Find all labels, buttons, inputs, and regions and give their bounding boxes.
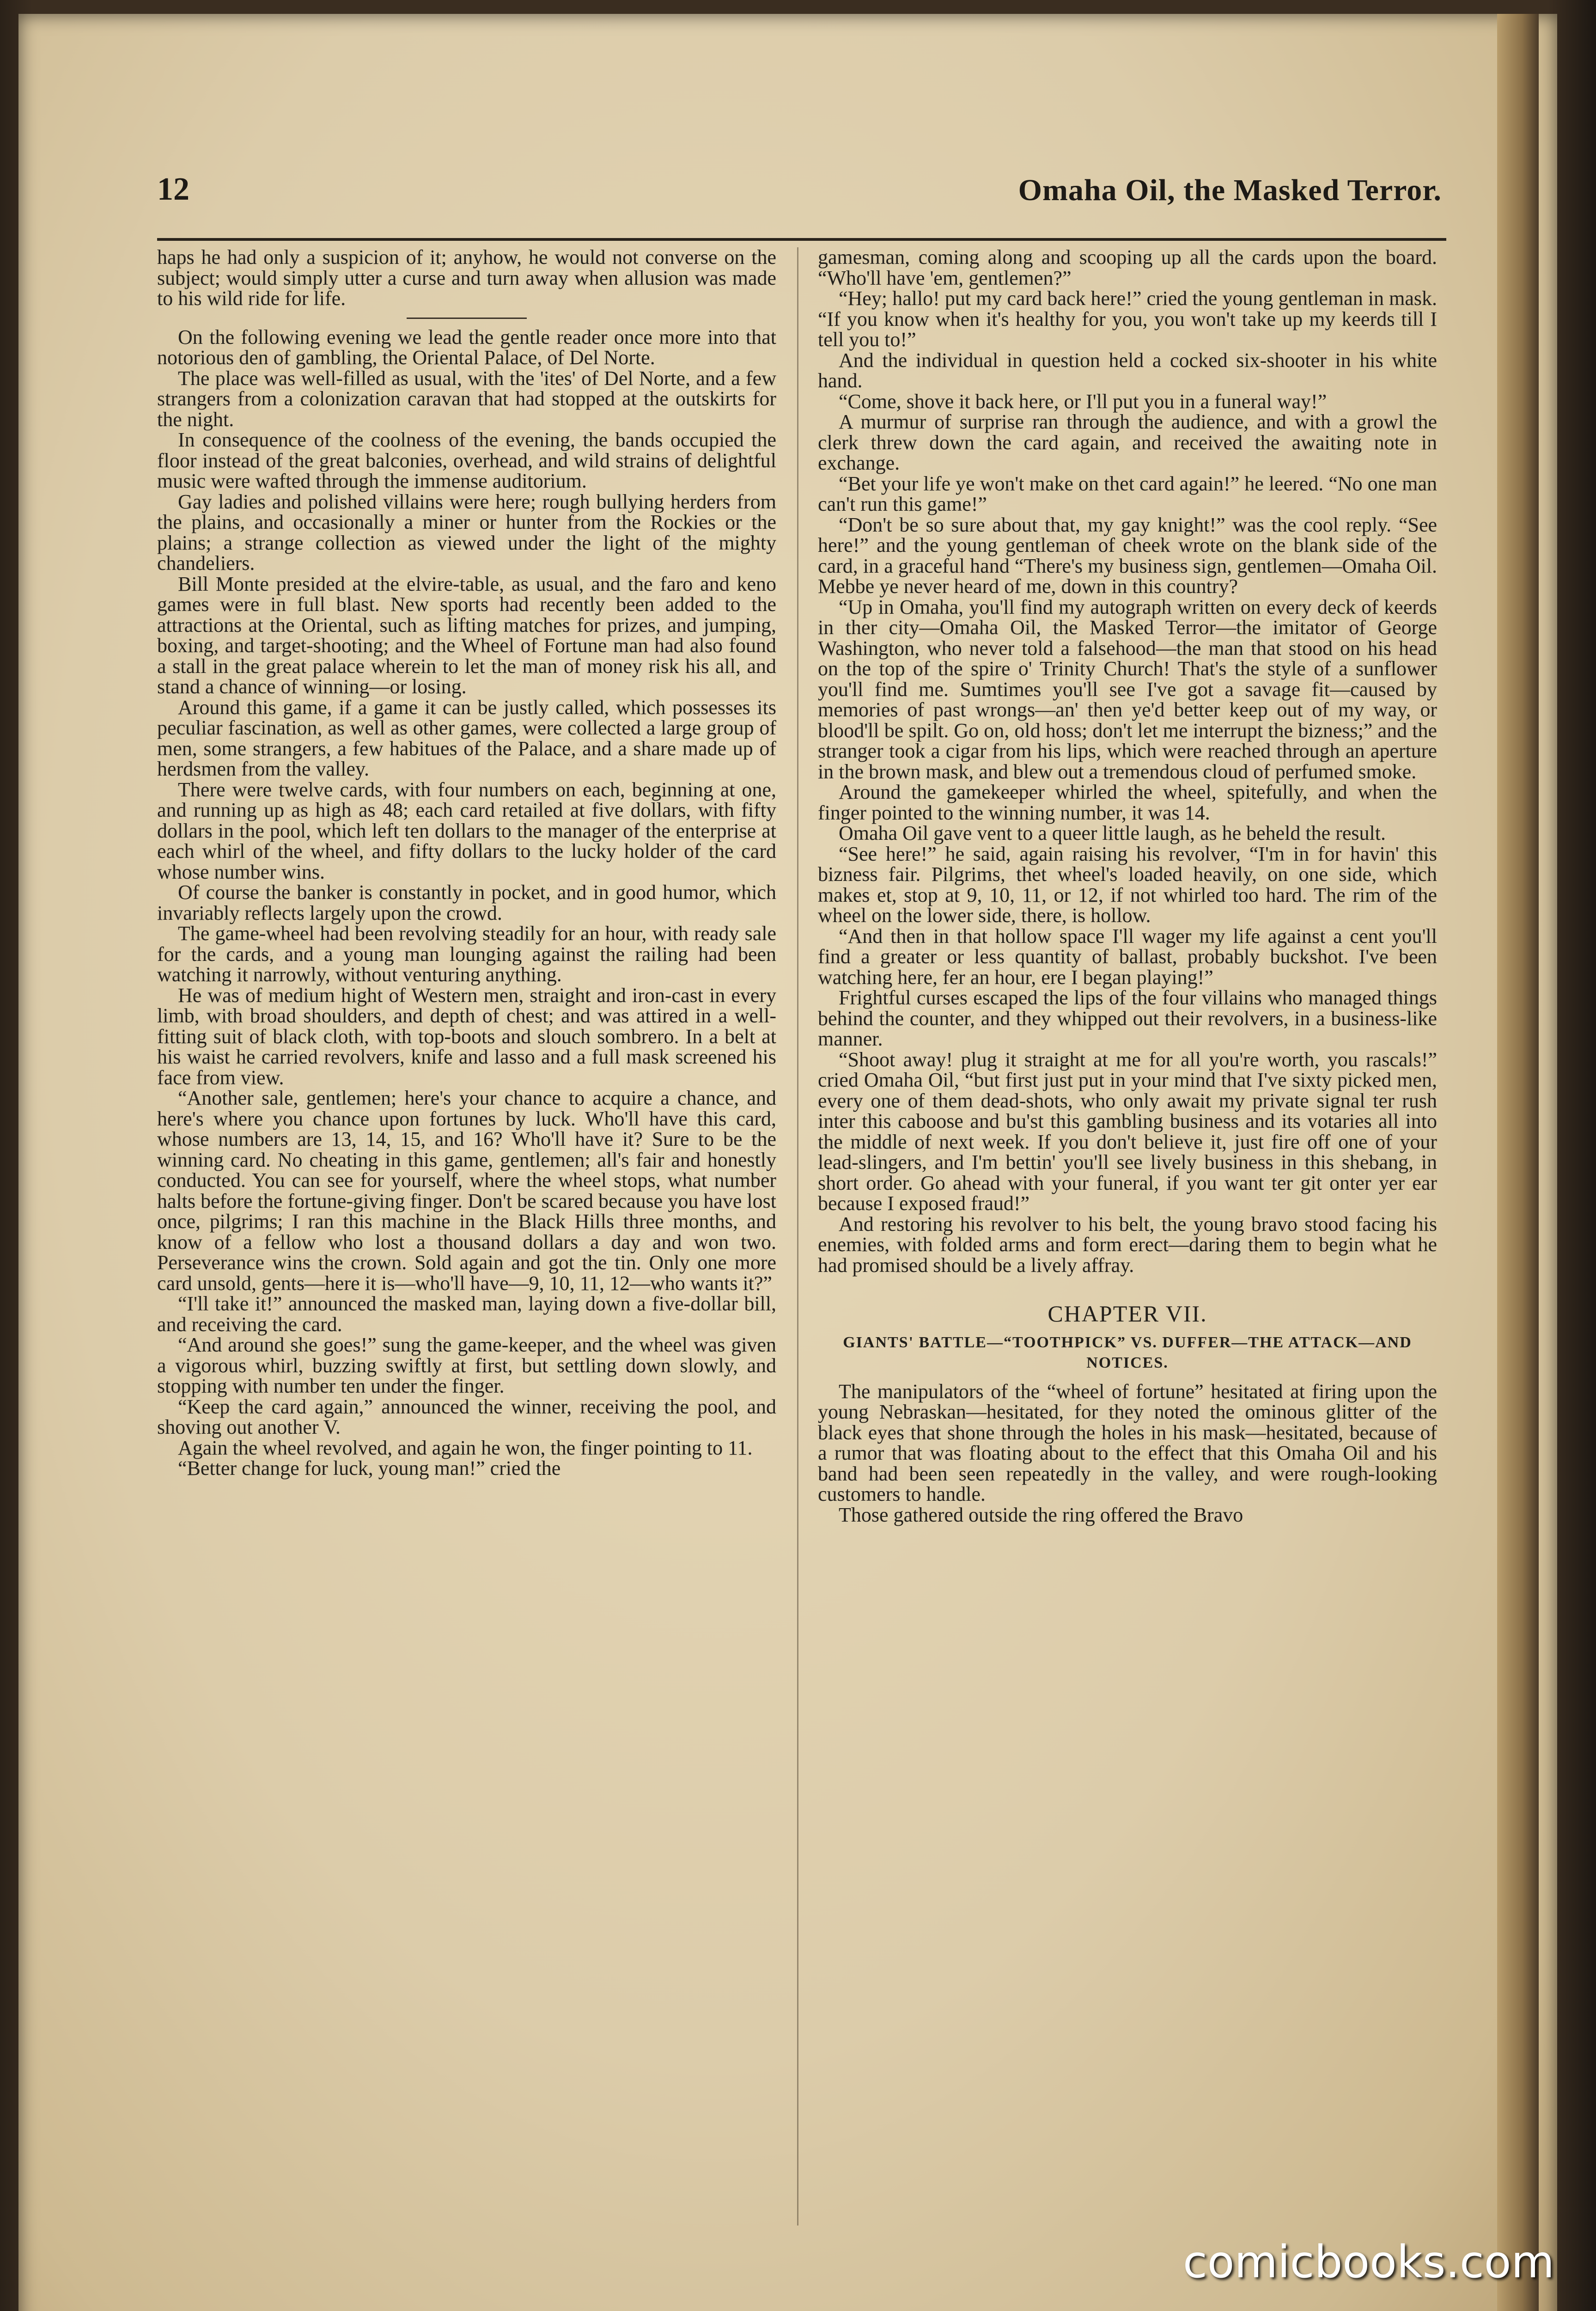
paragraph: “Another sale, gentlemen; here's your chance to acquire a chance, and here's where you chance upon fortunes by luck. Who'll have this card, whose numbers are 13, 14, 15, and 16? Who'll have it? Sure to be the winning card. No cheating in this game, gentlemen; all's fair and honestly conducted. You can see for yourself, where the wheel stops, what number halts before the fortune-giving finger. Don't be scared because you have lost once, pilgrims; I ran this machine in the Black Hills three months, and know of a fellow who lost a thousand dollars a day and won two. Perseverance wins the crown. Sold again and got the tin. Only one more card unsold, gents—here it is—who'll have—9, 10, 11, 12—who wants it?” <box>157 1087 776 1295</box>
paragraph: “I'll take it!” announced the masked man, laying down a five-dollar bill, and receiving the card. <box>157 1292 776 1336</box>
watermark-text: comicbooks.com <box>1182 2236 1554 2288</box>
paragraph: “See here!” he said, again raising his revolver, “I'm in for havin' this bizness fair. Pilgrims, thet wheel's loaded heavily, on one side, which makes et, stop at 9, 10, 11, or 12, if not whirled too hard. The rim of the wheel on the lower side, there, is hollow. <box>818 842 1437 927</box>
section-separator <box>407 318 527 319</box>
paragraph: In consequence of the coolness of the evening, the bands occupied the floor instead of the great balconies, overhead, and wild strains of delightful music were wafted through the immense auditorium. <box>157 428 776 492</box>
paragraph: haps he had only a suspicion of it; anyhow, he would not converse on the subject; would simply utter a curse and turn away when allusion was made to his wild ride for life. <box>157 247 776 310</box>
right-column <box>818 247 1437 2225</box>
paragraph: Those gathered outside the ring offered the Bravo <box>839 1503 1243 1526</box>
paragraph: “Don't be so sure about that, my gay knight!” was the cool reply. “See here!” and the young gentleman of cheek wrote on the blank side of the card, in a graceful hand “There's my business sign, gentlemen—Omaha Oil. Mebbe ye never heard of me, down in this country? <box>818 513 1437 598</box>
paragraph: Around this game, if a game it can be justly called, which possesses its peculiar fascination, as well as other games, were collected a large group of men, some strangers, a few habitues of the Palace, and a share made up of herdsmen from the valley. <box>157 696 776 780</box>
paragraph: “Keep the card again,” announced the winner, receiving the pool, and shoving out another V. <box>157 1395 776 1438</box>
paragraph: The game-wheel had been revolving steadily for an hour, with ready sale for the cards, and a young man lounging against the railing had been watching it narrowly, without venturing anything. <box>157 922 776 986</box>
paragraph: “And then in that hollow space I'll wager my life against a cent you'll find a greater or less quantity of ballast, probably buckshot. I've been watching here, fer an hour, ere I began playing!” <box>818 924 1437 989</box>
page-header <box>139 166 1442 222</box>
paragraph: There were twelve cards, with four numbers on each, beginning at one, and running up as high as 48; each card retailed at five dollars, with fifty dollars in the pool, which left ten dollars to the manager of the enterprise at each whirl of the wheel, and fifty dollars to the lucky holder of the card whose number wins. <box>157 778 776 883</box>
paragraph: Frightful curses escaped the lips of the four villains who managed things behind the counter, and they whipped out their revolvers, in a business-like manner. <box>818 986 1437 1050</box>
paragraph: “Bet your life ye won't make on thet card again!” he leered. “No one man can't run this game!” <box>818 472 1437 515</box>
header-rule <box>157 238 1446 241</box>
left-column <box>157 247 776 2225</box>
paragraph: He was of medium hight of Western men, straight and iron-cast in every limb, with broad shoulders, and depth of chest; and was attired in a well-fitting suit of black cloth, with top-boots and slouch sombrero. In a belt at his waist he carried revolvers, knife and lasso and a full mask screened his face from view. <box>157 984 776 1089</box>
paragraph: Again the wheel revolved, and again he won, the finger pointing to 11. <box>178 1436 753 1459</box>
paragraph: gamesman, coming along and scooping up all the cards upon the board. “Who'll have 'em, gentlemen?” <box>818 247 1437 289</box>
paragraph: On the following evening we lead the gentle reader once more into that notorious den of gambling, the Oriental Palace, of Del Norte. <box>157 325 776 369</box>
chapter-subtitle: GIANTS' BATTLE—“TOOTHPICK” VS. DUFFER—THE ATTACK—AND NOTICES. <box>843 1333 1412 1371</box>
page-spine-edge <box>1497 14 1539 2311</box>
page-number: 12 <box>157 171 189 207</box>
paragraph: “And around she goes!” sung the game-keeper, and the wheel was given a vigorous whirl, buzzing swiftly at first, but settling down slowly, and stopping with number ten under the finger. <box>157 1333 776 1397</box>
paragraph: Around the gamekeeper whirled the wheel, spitefully, and when the finger pointed to the winning number, it was 14. <box>818 781 1437 824</box>
paragraph: And restoring his revolver to his belt, the young bravo stood facing his enemies, with folded arms and form erect—daring them to begin what he had promised should be a lively affray. <box>818 1212 1437 1277</box>
paragraph: Gay ladies and polished villains were here; rough bullying herders from the plains, and occasionally a miner or hunter from the Rockies or the plains; a strange collection as viewed under the light of the mighty chandeliers. <box>157 490 776 575</box>
column-gutter-rule <box>797 247 798 2225</box>
paragraph: A murmur of surprise ran through the audience, and with a growl the clerk threw down the card again, and received the awaiting note in exchange. <box>818 410 1437 474</box>
paragraph: “Better change for luck, young man!” cried the <box>178 1457 561 1480</box>
paragraph: And the individual in question held a cocked six-shooter in his white hand. <box>818 348 1437 392</box>
paragraph: “Shoot away! plug it straight at me for all you're worth, you rascals!” cried Omaha Oil, “but first just put in your mind that I've sixty picked men, every one of them dead-shots, who only await my private signal ter rush inter this caboose and bu'st this gambling business and its votaries all into the middle of next week. If you don't believe it, just fire off one of your lead-slingers, and I'm bettin' you'll see lively business in this shebang, in short order. Go ahead with your funeral, if you want ter git onter yer ear because I exposed fraud!” <box>818 1048 1437 1215</box>
paragraph: “Hey; hallo! put my card back here!” cried the young gentleman in mask. “If you know when it's healthy for you, you won't take up my keerds till I tell you to!” <box>818 287 1437 351</box>
running-title: Omaha Oil, the Masked Terror. <box>1018 173 1442 207</box>
paragraph: “Come, shove it back here, or I'll put you in a funeral way!” <box>839 390 1327 413</box>
paragraph: Omaha Oil gave vent to a queer little laugh, as he beheld the result. <box>839 822 1386 844</box>
paragraph: Of course the banker is constantly in pocket, and in good humor, which invariably reflects largely upon the crowd. <box>157 881 776 924</box>
chapter-heading: CHAPTER VII. <box>1048 1301 1207 1327</box>
paragraph: “Up in Omaha, you'll find my autograph written on every deck of keerds in ther city—Omaha Oil, the Masked Terror—the imitator of George Washington, who never told a falsehood—the man that stood on his head on the top of the spire o' Trinity Church! That's the style of a sunflower you'll find me. Sumtimes you'll see I've got a savage fit—caused by memories of past wrongs—an' then ye'd better keep out of my way, or blood'll be spilt. Go on, old hoss; don't let me interrupt the bizness;” and the stranger took a cigar from his lips, which were reached through an aperture in the brown mask, and blew out a tremendous cloud of perfumed smoke. <box>818 595 1437 783</box>
paragraph: Bill Monte presided at the elvire-table, as usual, and the faro and keno games were in full blast. New sports had recently been added to the attractions at the Oriental, such as lifting matches for prizes, and jumping, boxing, and target-shooting; and the Wheel of Fortune man had also found a stall in the great palace wherein to let the man of money risk his all, and stand a chance of winning—or losing. <box>157 572 776 698</box>
paragraph: The manipulators of the “wheel of fortune” hesitated at firing upon the young Nebraskan—hesitated, for they noted the ominous glitter of the black eyes that shone through the holes in his mask—hesitated, because of a rumor that was floating about to the effect that this Omaha Oil and his band had been seen repeatedly in the valley, and were rough-looking customers to handle. <box>818 1380 1437 1505</box>
paragraph: The place was well-filled as usual, with the 'ites' of Del Norte, and a few strangers from a colonization caravan that had stopped at the outskirts for the night. <box>157 367 776 431</box>
